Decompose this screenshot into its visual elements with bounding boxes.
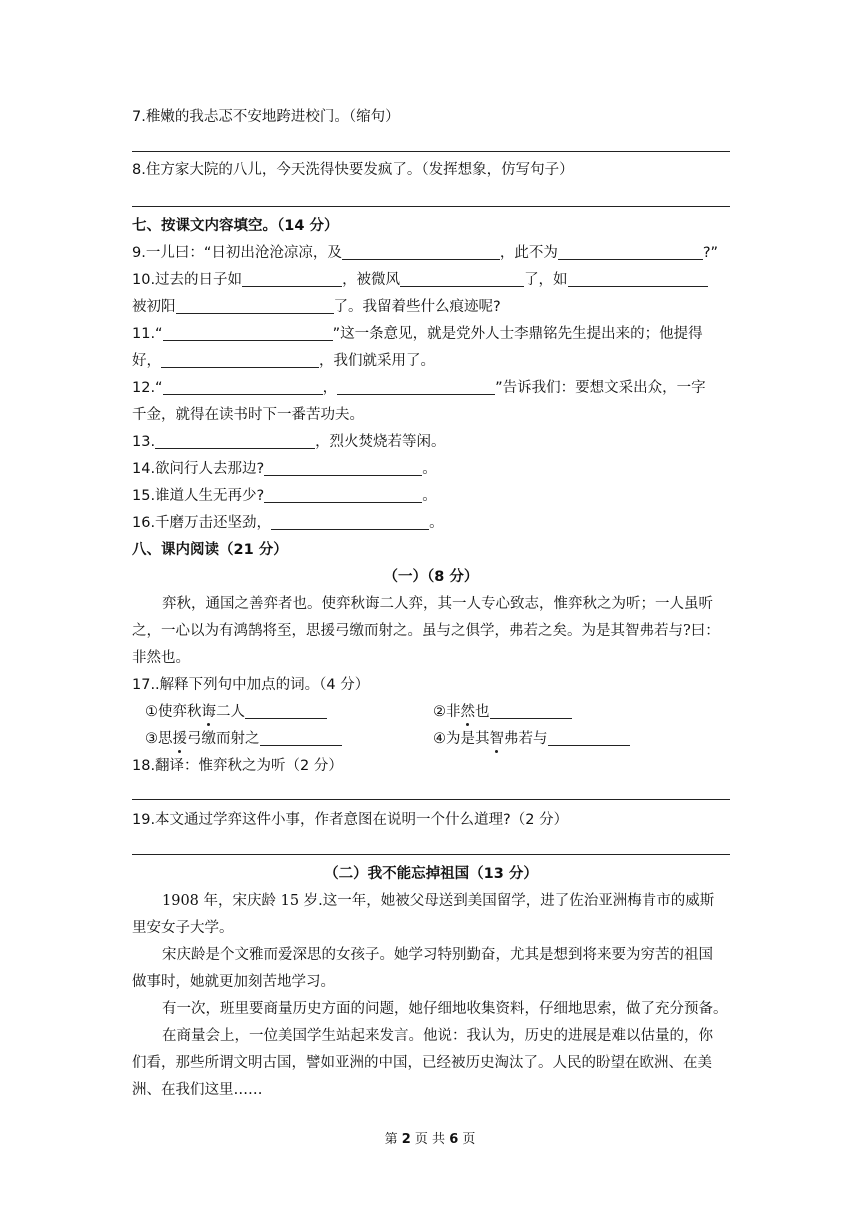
q9-text-a: 9.一儿曰：“日初出沧沧凉凉，及 xyxy=(132,245,342,261)
q17-2-pre: ②非 xyxy=(433,704,461,720)
q15-text-b: 。 xyxy=(422,488,437,504)
reading-2-title: （二）我不能忘掉祖国（13 分） xyxy=(324,866,538,882)
blank-9-1[interactable] xyxy=(342,245,500,260)
reading-2-line-3: 宋庆龄是个文雅而爱深思的女孩子。她学习特别勤奋，尤其是想到将来要为穷苦的祖国 xyxy=(162,947,713,963)
reading-2-line-8: 洲、在我们这里…… xyxy=(132,1082,263,1098)
question-15 xyxy=(132,486,437,506)
q17-2-dotted-word: 然 xyxy=(460,704,475,720)
q16-text-a: 16.千磨万击还坚劲， xyxy=(132,515,272,531)
q17-item-4 xyxy=(433,729,630,749)
blank-10-3[interactable] xyxy=(568,272,708,287)
q17-2-post: 也 xyxy=(475,704,490,720)
question-10-line2 xyxy=(132,297,501,317)
section-7-title: 七、按课文内容填空。（14 分） xyxy=(132,218,339,234)
q10-text-e: 了。我留着些什么痕迹呢? xyxy=(333,299,501,315)
answer-line-19[interactable] xyxy=(132,854,730,855)
reading-2-line-5: 有一次，班里要商量历史方面的问题，她仔细地收集资料，仔细地思索，做了充分预备。 xyxy=(162,1001,728,1017)
q12-text-b: ， xyxy=(322,380,338,396)
q17-1-post: 二人 xyxy=(216,704,245,720)
answer-line-18[interactable] xyxy=(132,799,730,800)
question-12-line2: 千金，就得在读书时下一番苦功夫。 xyxy=(132,407,364,423)
q11-text-b: ”这一条意见，就是党外人士李鼎铭先生提出来的；他提得 xyxy=(332,326,703,342)
blank-17-4[interactable] xyxy=(548,731,630,746)
question-11-line1 xyxy=(132,324,703,344)
blank-16-1[interactable] xyxy=(271,515,429,530)
q10-text-a: 10.过去的日子如 xyxy=(132,272,243,288)
q12-text-c: ”告诉我们：要想文采出众，一字 xyxy=(495,380,706,396)
q17-item-3 xyxy=(145,729,342,749)
q10-text-d: 被初阳 xyxy=(132,299,176,315)
blank-17-1[interactable] xyxy=(245,704,327,719)
q17-4-pre: ④为是其 xyxy=(433,731,490,747)
q10-text-c: 了，如 xyxy=(524,272,568,288)
question-18: 18.翻译：惟弈秋之为听（2 分） xyxy=(132,758,343,774)
q13-text-a: 13. xyxy=(132,434,156,450)
page-total: 6 xyxy=(449,1132,459,1147)
question-16 xyxy=(132,513,444,533)
q11-text-d: ，我们就采用了。 xyxy=(319,353,435,369)
q17-1-pre: ①使弈秋 xyxy=(145,704,202,720)
q11-text-c: 好， xyxy=(132,353,161,369)
reading-2-line-7: 们看，那些所谓文明古国，譬如亚洲的中国，已经被历史淘汰了。人民的盼望在欧洲、在美 xyxy=(132,1055,712,1071)
blank-12-1[interactable] xyxy=(163,380,323,395)
blank-14-1[interactable] xyxy=(264,461,422,476)
q17-1-dotted-word: 诲 xyxy=(201,704,216,720)
question-12-line1 xyxy=(132,378,706,398)
footer-pre: 第 xyxy=(384,1132,402,1147)
blank-10-1[interactable] xyxy=(242,272,342,287)
q11-text-a: 11.“ xyxy=(132,326,163,342)
reading-2-line-4: 做事时，她就更加刻苦地学习。 xyxy=(132,974,335,990)
q15-text-a: 15.谁道人生无再少? xyxy=(132,488,265,504)
blank-17-2[interactable] xyxy=(490,704,572,719)
question-7: 7.稚嫩的我忐忑不安地跨进校门。（缩句） xyxy=(132,109,400,125)
q17-item-1 xyxy=(145,702,327,722)
q16-text-b: 。 xyxy=(429,515,444,531)
reading-1-line-3: 非然也。 xyxy=(132,650,190,666)
reading-1-line-2: 之，一心以为有鸿鹄将至，思援弓缴而射之。虽与之俱学，弗若之矣。为是其智弗若与?曰： xyxy=(132,623,720,639)
blank-11-2[interactable] xyxy=(161,353,319,368)
question-17: 17..解释下列句中加点的词。（4 分） xyxy=(132,677,370,693)
question-19: 19.本文通过学弈这件小事，作者意图在说明一个什么道理?（2 分） xyxy=(132,812,569,828)
reading-1-title: （一）（8 分） xyxy=(383,569,479,585)
page-footer xyxy=(0,1128,860,1147)
blank-13-1[interactable] xyxy=(155,434,315,449)
page-number: 2 xyxy=(401,1132,411,1147)
q9-text-b: ，此不为 xyxy=(499,245,558,261)
blank-10-4[interactable] xyxy=(176,299,334,314)
q17-3-dotted-word: 援 xyxy=(172,731,187,747)
question-13 xyxy=(132,432,446,452)
answer-line-8[interactable] xyxy=(132,206,730,207)
question-9 xyxy=(132,243,718,263)
blank-11-1[interactable] xyxy=(163,326,333,341)
question-14 xyxy=(132,459,437,479)
q17-item-2 xyxy=(433,702,572,722)
q9-text-c: ?” xyxy=(702,245,719,261)
q17-3-post: 弓缴而射之 xyxy=(187,731,260,747)
q17-3-pre: ③思 xyxy=(145,731,173,747)
question-11-line2 xyxy=(132,351,435,371)
q10-text-b: ，被微风 xyxy=(342,272,401,288)
reading-2-line-2: 里安女子大学。 xyxy=(132,920,234,936)
blank-9-2[interactable] xyxy=(558,245,703,260)
q17-4-post: 弗若与 xyxy=(504,731,548,747)
blank-12-2[interactable] xyxy=(337,380,495,395)
footer-post: 页 xyxy=(458,1132,476,1147)
question-10-line1 xyxy=(132,270,708,290)
blank-15-1[interactable] xyxy=(264,488,422,503)
question-8: 8.住方家大院的八儿，今天洗得快要发疯了。（发挥想象，仿写句子） xyxy=(132,162,574,178)
section-8-title: 八、课内阅读（21 分） xyxy=(132,542,288,558)
q17-4-dotted-word: 智 xyxy=(489,731,504,747)
footer-mid: 页 共 xyxy=(410,1132,450,1147)
answer-line-7[interactable] xyxy=(132,151,730,152)
q14-text-a: 14.欲问行人去那边? xyxy=(132,461,265,477)
reading-1-line-1: 弈秋，通国之善弈者也。使弈秋诲二人弈，其一人专心致志，惟弈秋之为听；一人虽听 xyxy=(162,596,713,612)
q13-text-b: ，烈火焚烧若等闲。 xyxy=(315,434,446,450)
reading-2-line-6: 在商量会上，一位美国学生站起来发言。他说：我认为，历史的进展是难以估量的，你 xyxy=(162,1028,713,1044)
q14-text-b: 。 xyxy=(422,461,437,477)
reading-2-line-1: 1908 年，宋庆龄 15 岁.这一年，她被父母送到美国留学，进了佐治亚洲梅肯市的威斯 xyxy=(162,893,715,909)
blank-10-2[interactable] xyxy=(400,272,524,287)
q12-text-a: 12.“ xyxy=(132,380,163,396)
blank-17-3[interactable] xyxy=(260,731,342,746)
